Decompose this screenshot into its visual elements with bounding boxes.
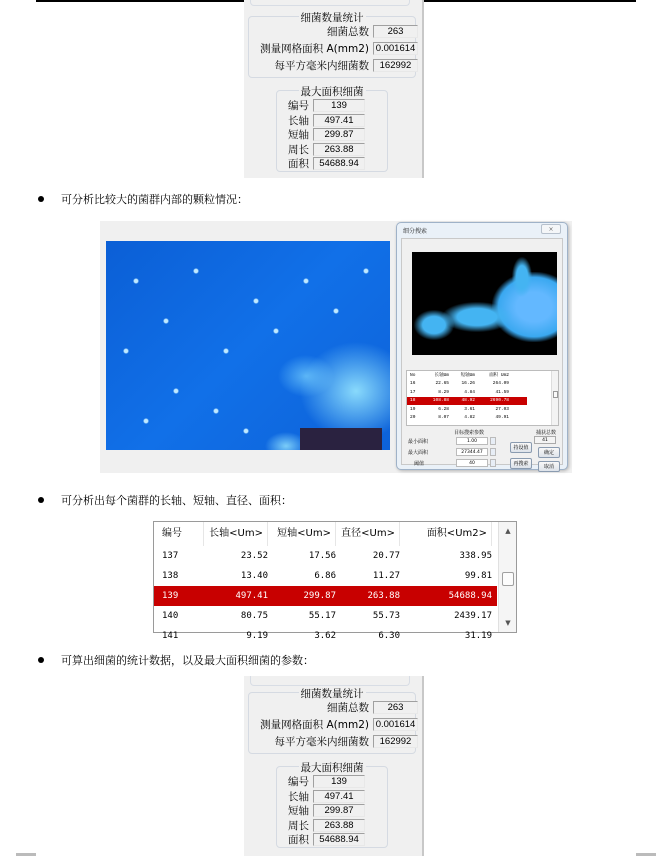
- table-row-selected[interactable]: [407, 397, 527, 406]
- header-cell: 面积 Um2: [489, 373, 509, 379]
- table-header: [154, 522, 497, 546]
- bullet-dot-icon: [38, 497, 44, 503]
- colony-screenshot: [100, 221, 572, 473]
- max-row: [277, 98, 365, 113]
- max-value: 54688.94: [313, 157, 365, 170]
- max-row: [277, 789, 365, 804]
- cell: 6.28: [438, 406, 449, 412]
- table-row[interactable]: [407, 405, 558, 414]
- bullet-text: 可分析出每个菌群的长轴、短轴、直径、面积：: [61, 494, 292, 507]
- capture-count-value: 41: [534, 436, 556, 444]
- cell: 80.75: [240, 611, 268, 621]
- bullet-text: 可分析比较大的菌群内部的颗粒情况：: [61, 193, 248, 206]
- max-value: 139: [313, 99, 365, 112]
- max-label: 短轴: [288, 805, 309, 817]
- stat-value: 263: [373, 701, 418, 714]
- cell: 17: [410, 389, 416, 395]
- param-row: [408, 448, 496, 456]
- colony-table: [153, 521, 517, 641]
- research-button[interactable]: 再搜索: [510, 458, 532, 469]
- cell: 263.88: [367, 591, 400, 601]
- table-row[interactable]: [154, 606, 497, 626]
- cell: 139: [162, 591, 179, 601]
- cell: 16: [410, 381, 416, 387]
- cell: 49.91: [495, 415, 509, 421]
- cell: 9.19: [246, 631, 268, 641]
- stat-value: 0.001614: [373, 718, 418, 731]
- spinner-icon[interactable]: [490, 459, 496, 467]
- max-row: [277, 832, 365, 847]
- cell: 27.03: [495, 406, 509, 412]
- header-cell: 短轴Um: [460, 373, 475, 379]
- max-area-input[interactable]: 27344.47: [456, 448, 488, 456]
- param-label: 阈值: [414, 460, 425, 467]
- cell: 13.40: [240, 571, 268, 581]
- scroll-up-icon[interactable]: ▲: [505, 527, 511, 535]
- scroll-thumb[interactable]: [502, 572, 514, 586]
- dialog-preview-image: [412, 252, 557, 355]
- spinner-icon[interactable]: [490, 448, 496, 456]
- table-row[interactable]: [154, 626, 497, 646]
- capture-count-label: 捕获总数: [535, 430, 556, 436]
- cell: 55.17: [308, 611, 336, 621]
- cell: 17.56: [308, 551, 336, 561]
- params-title: 目标搜索参数: [454, 430, 485, 436]
- cell: 8.29: [438, 389, 449, 395]
- cell: 137: [162, 551, 179, 561]
- count-group: [248, 12, 416, 78]
- count-group-title: 细菌数量统计: [300, 12, 364, 24]
- max-value: 54688.94: [313, 833, 365, 846]
- stat-label: 细菌总数: [327, 702, 369, 714]
- cell: 41.59: [495, 389, 509, 395]
- max-group: [276, 762, 388, 848]
- stat-value: 162992: [373, 735, 418, 748]
- max-value: 497.41: [313, 790, 365, 803]
- set-value-button[interactable]: 持设值: [510, 442, 532, 453]
- header-cell[interactable]: 编号: [154, 522, 204, 546]
- panel-edge: [250, 676, 410, 686]
- max-label: 长轴: [288, 115, 309, 127]
- param-label: 最大面积: [408, 449, 429, 456]
- cell: 8.07: [438, 415, 449, 421]
- max-row: [277, 127, 365, 142]
- cell: 6.30: [378, 631, 400, 641]
- table-row[interactable]: [154, 546, 497, 566]
- cell: 4.82: [464, 415, 475, 421]
- max-row: [277, 113, 365, 128]
- max-label: 周长: [288, 820, 309, 832]
- cell: 108.88: [432, 398, 449, 404]
- max-label: 短轴: [288, 129, 309, 141]
- max-label: 编号: [288, 776, 309, 788]
- stat-row: [249, 700, 418, 715]
- cell: 497.41: [235, 591, 268, 601]
- dialog-title: 细分搜索: [403, 228, 428, 235]
- table-row[interactable]: [407, 388, 558, 397]
- cell: 99.81: [464, 571, 492, 581]
- cell: 23.52: [240, 551, 268, 561]
- subdivide-search-dialog: [396, 222, 568, 470]
- bullet-item: [38, 652, 314, 668]
- count-group-title: 细菌数量统计: [300, 688, 364, 700]
- table-row-selected[interactable]: [154, 586, 497, 606]
- param-row: [408, 437, 496, 445]
- max-value: 263.88: [313, 143, 365, 156]
- cell: 55.73: [372, 611, 400, 621]
- stat-row: [249, 24, 418, 39]
- max-group: [276, 86, 388, 172]
- table-row[interactable]: [154, 566, 497, 586]
- max-row: [277, 774, 365, 789]
- stat-row: [249, 41, 418, 56]
- param-label: 最小面积: [408, 438, 429, 445]
- param-row: [408, 459, 496, 467]
- table-row[interactable]: [407, 380, 558, 389]
- header-cell[interactable]: 直径<Um>: [336, 522, 400, 546]
- stat-label: 每平方毫米内细菌数: [274, 736, 369, 748]
- stat-row: [249, 58, 418, 73]
- cell: 48.92: [461, 398, 475, 404]
- stat-value: 0.001614: [373, 42, 418, 55]
- bullet-item: [38, 492, 292, 508]
- bullet-dot-icon: [38, 657, 44, 663]
- cell: 2690.78: [490, 398, 509, 404]
- mini-table-header: [407, 371, 558, 380]
- cell: 31.19: [464, 631, 492, 641]
- stats-panel-bottom: [244, 676, 424, 856]
- cell: 18: [410, 398, 416, 404]
- mini-table-scrollbar[interactable]: [551, 371, 558, 425]
- stat-label: 细菌总数: [327, 26, 369, 38]
- image-overlay: [300, 428, 382, 450]
- stat-row: [249, 717, 418, 732]
- count-group: [248, 688, 416, 754]
- dialog-body: [401, 238, 563, 470]
- cell: 3.62: [314, 631, 336, 641]
- ok-button[interactable]: 确定: [538, 447, 560, 458]
- cell: 140: [162, 611, 179, 621]
- cancel-button[interactable]: 取消: [538, 461, 560, 472]
- threshold-input[interactable]: 40: [456, 459, 488, 467]
- stat-label: 测量网格面积 A(mm2): [260, 719, 369, 731]
- header-cell[interactable]: 面积<Um2>: [400, 522, 492, 546]
- max-row: [277, 156, 365, 171]
- cell: 11.27: [372, 571, 400, 581]
- table-scrollbar[interactable]: [498, 522, 516, 632]
- colony-image: [106, 241, 390, 450]
- max-value: 299.87: [313, 804, 365, 817]
- max-group-title: 最大面积细菌: [300, 86, 364, 98]
- colony-blob: [414, 310, 454, 340]
- max-value: 299.87: [313, 128, 365, 141]
- cell: 16.26: [461, 381, 475, 387]
- panel-edge: [250, 0, 410, 6]
- cell: 54688.94: [448, 591, 492, 601]
- stat-label: 每平方毫米内细菌数: [274, 60, 369, 72]
- max-value: 263.88: [313, 819, 365, 832]
- max-row: [277, 142, 365, 157]
- stats-panel-top: [244, 0, 424, 178]
- max-row: [277, 803, 365, 818]
- cell: 6.86: [314, 571, 336, 581]
- close-icon[interactable]: ×: [541, 224, 561, 234]
- bullet-text: 可算出细菌的统计数据，以及最大面积细菌的参数：: [61, 654, 314, 667]
- cell: 22.65: [435, 381, 449, 387]
- max-label: 编号: [288, 100, 309, 112]
- stat-row: [249, 734, 418, 749]
- scroll-down-icon[interactable]: ▼: [505, 619, 511, 627]
- cell: 3.61: [464, 406, 475, 412]
- bullet-item: [38, 191, 248, 207]
- header-cell: 长轴Um: [434, 373, 449, 379]
- dialog-result-table: [406, 370, 559, 426]
- header-cell[interactable]: 长轴<Um>: [204, 522, 268, 546]
- cell: 20.77: [372, 551, 400, 561]
- max-row: [277, 818, 365, 833]
- cell: 19: [410, 406, 416, 412]
- max-group-title: 最大面积细菌: [300, 762, 364, 774]
- stat-value: 162992: [373, 59, 418, 72]
- cell: 141: [162, 631, 179, 641]
- cell: 20: [410, 415, 416, 421]
- max-label: 长轴: [288, 791, 309, 803]
- max-label: 面积: [288, 158, 309, 170]
- max-value: 139: [313, 775, 365, 788]
- cell: 338.95: [459, 551, 492, 561]
- stat-label: 测量网格面积 A(mm2): [260, 43, 369, 55]
- cell: 2439.17: [454, 611, 492, 621]
- scroll-thumb[interactable]: [553, 391, 558, 398]
- min-area-input[interactable]: 1.00: [456, 437, 488, 445]
- spinner-icon[interactable]: [490, 437, 496, 445]
- cell: 264.09: [492, 381, 509, 387]
- max-label: 周长: [288, 144, 309, 156]
- header-cell: No: [410, 372, 416, 378]
- colony-blob: [512, 257, 532, 297]
- cell: 138: [162, 571, 179, 581]
- table-row[interactable]: [407, 414, 558, 423]
- stat-value: 263: [373, 25, 418, 38]
- max-label: 面积: [288, 834, 309, 846]
- max-value: 497.41: [313, 114, 365, 127]
- bullet-dot-icon: [38, 196, 44, 202]
- cell: 4.84: [464, 389, 475, 395]
- cell: 299.87: [303, 591, 336, 601]
- header-cell[interactable]: 短轴<Um>: [268, 522, 336, 546]
